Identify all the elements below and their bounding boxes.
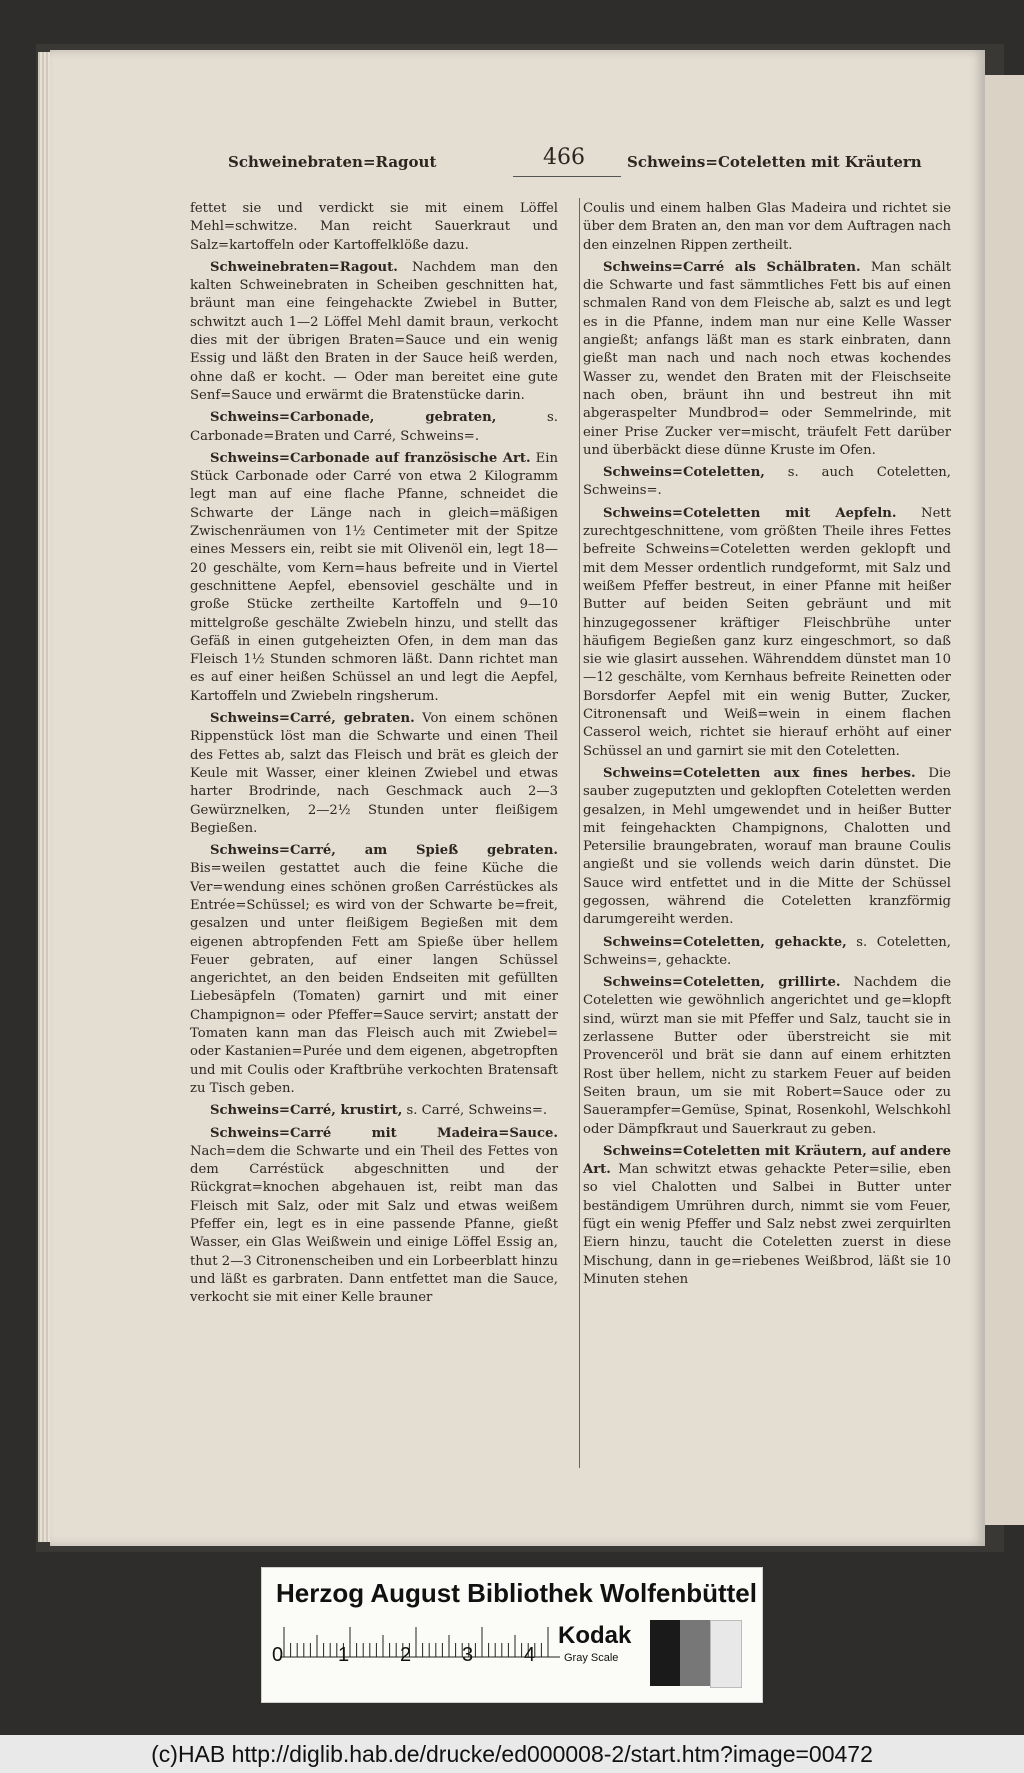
entry: Schweins=Carré mit Madeira=Sauce. Nach=dem die Schwarte und ein Theil des Fettes von dem Carréstück abgeschnitten und der Rückgrat=knochen abgehauen ist, reibt man das Fleisch mit Salz, oder mit Salz und etwas weißem Pfeffer ein, legt es in eine passende Pfanne, gießt Wasser, ein Glas Weißwein und einige Löffel Essig an, thut 2—3 Citronenscheiben und ein Lorbeerblatt hinzu und läßt es garbraten. Dann entfettet man die Sauce, verkocht sie mit einer Kelle brauner — [190, 1125, 558, 1306]
entry: Schweins=Coteletten mit Kräutern, auf andere Art. Man schwitzt etwas gehackte Peter=silie, eben so viel Chalotten und Salbei in Butter unter beständigem Umrühren durch, nimmt sie vom Feuer, fügt ein wenig Pfeffer und Salz nebst zwei zerquirlten Eiern hinzu, taucht die Coteletten zuerst in diese Mischung, dann in ge=riebenes Weißbrod, läßt sie 10 Minuten stehen — [583, 1143, 951, 1287]
entry: Schweins=Carbonade auf französische Art. Ein Stück Carbonade oder Carré von etwa 2 Kilogramm legt man auf eine flache Pfanne, schneidet die Schwarte der Länge nach in gleich=mäßigen Zwischenräumen von 1½ Centimeter mit der Spitze eines Messers ein, reibt sie mit Olivenöl ein, legt 18—20 geschälte, vom Kern=haus befreite und in Viertel geschnittene Aepfel, ebensoviel geschälte und in große Stücke zertheilte Kartoffeln und 9—10 mittelgroße geschälte Zwiebeln hinzu, und stellt das Gefäß in einen gutgeheizten Ofen, in dem man das Fleisch 1½ Stunden schmoren läßt. Dann richtet man es auf einer heißen Schüssel an und legt die Aepfel, Kartoffeln und Zwiebeln ringsherum. — [190, 450, 558, 704]
kodak-logo: Kodak — [558, 1622, 632, 1649]
entry: Schweins=Coteletten mit Aepfeln. Nett zurechtgeschnittene, vom größten Theile ihres Fettes befreite Schweins=Coteletten werden geklopft und mit dem Messer ordentlich rundgeformt, mit Salz und weißem Pfeffer bestreut, in einer Pfanne mit heißer Butter auf beiden Seiten gebräunt und mit hinzugegossener kräftiger Fleischbrühe unter häufigem Begießen ganz kurz eingeschmort, so daß sie wie glasirt aussehen. Währenddem dünstet man 10—12 geschälte, vom Kernhaus befreite Reinetten oder Borsdorfer Aepfel mit ein wenig Butter, Zucker, Citronensaft und Weiß=wein in einem flachen Casserol weich, richtet sie hierauf erhöht auf einer Schüssel an und garnirt sie mit den Coteletten. — [583, 505, 951, 759]
gray-swatch-mid — [680, 1620, 710, 1686]
ruler-number: 4 — [524, 1644, 536, 1666]
gray-swatch-light — [710, 1620, 742, 1688]
running-head-right: Schweins=Coteletten mit Kräutern — [627, 153, 922, 171]
library-color-target — [262, 1568, 762, 1702]
ruler-ticks — [280, 1626, 560, 1658]
right-column — [583, 200, 951, 1293]
ruler-number: 3 — [462, 1644, 474, 1666]
running-head-left: Schweinebraten=Ragout — [228, 153, 437, 171]
library-name: Herzog August Bibliothek Wolfenbüttel — [276, 1578, 757, 1608]
entry: Schweinebraten=Ragout. Nachdem man den kalten Schweinebraten in Scheiben geschnitten hat, bräunt man eine feingehackte Zwiebel in Butter, schwitzt auch 1—2 Löffel Mehl damit braun, verkocht dies mit der übrigen Braten=Sauce und ein wenig Essig und läßt den Braten in der Sauce heiß werden, ohne daß er kocht. — Oder man bereitet eine gute Senf=Sauce und erwärmt die Bratenstücke darin. — [190, 259, 558, 403]
gray-scale-caption: Gray Scale — [564, 1652, 619, 1664]
entry-continuation: Coulis und einem halben Glas Madeira und richtet sie über dem Braten an, den man vor dem Auftragen nach den einzelnen Rippen zertheilt. — [583, 201, 951, 253]
column-divider — [579, 198, 580, 1468]
page-header — [0, 145, 1024, 185]
scale-ruler — [280, 1626, 560, 1658]
entry: Schweins=Carré, krustirt, s. Carré, Schweins=. — [210, 1103, 548, 1119]
gray-swatch-black — [650, 1620, 680, 1686]
page-number-rule — [513, 176, 621, 177]
entry: Schweins=Carré als Schälbraten. Man schält die Schwarte und fast sämmtliches Fett bis auf einen schmalen Rand von dem Fleische ab, salzt es und legt es in die Pfanne, indem man nur eine Kelle Wasser angießt; anfangs läßt man es stark einbraten, dann gießt man nach und nach noch etwas kochendes Wasser zu, wendet den Braten mit der Fleischseite nach oben, bräunt ihn und bestreut ihn mit abgeraspelter Mundbrod= oder Semmelrinde, mit einer Prise Zucker ver=mischt, träufelt Fett darüber und überbäckt diese dünne Kruste im Ofen. — [583, 259, 952, 458]
page-number: 466 — [543, 145, 585, 170]
entry-continuation: fettet sie und verdickt sie mit einem Löffel Mehl=schwitze. Man reicht Sauerkraut und Salz=kartoffeln oder Kartoffelklöße dazu. — [190, 201, 558, 253]
entry: Schweins=Carbonade, gebraten, s. Carbonade=Braten und Carré, Schweins=. — [190, 410, 558, 444]
entry: Schweins=Coteletten, grillirte. Nachdem die Coteletten wie gewöhnlich angerichtet und ge=klopft sind, würzt man sie mit Pfeffer und Salz, taucht sie in zerlassene Butter oder überstreicht sie mit Provenceröl und brät sie dann auf einem erhitzten Rost über hellem, nicht zu starkem Feuer auf beiden Seiten braun, um sie mit Robert=Sauce oder zu Sauerampfer=Gemüse, Spinat, Rosenkohl, Welschkohl oder Dämpfkraut und Sauerkraut zu geben. — [583, 975, 952, 1137]
entry: Schweins=Coteletten, s. auch Coteletten, Schweins=. — [583, 465, 951, 499]
entry: Schweins=Coteletten aux fines herbes. Die sauber zugeputzten und geklopften Coteletten werden gesalzen, in Mehl umgewendet und in heißer Butter mit feingehackten Champignons, Chalotten und Petersilie braungebraten, worauf man braune Coulis angießt und sie vollends weich darin dünstet. Die Sauce wird entfettet und in die Mitte der Schüssel gegossen, während die Coteletten kranzförmig darumgereiht werden. — [583, 765, 951, 928]
left-column — [190, 200, 558, 1312]
entry: Schweins=Coteletten, gehackte, s. Coteletten, Schweins=, gehackte. — [583, 934, 951, 968]
ruler-number: 1 — [338, 1644, 350, 1666]
facing-page-edge — [980, 75, 1024, 1525]
ruler-number: 2 — [400, 1644, 412, 1666]
source-footer: (c)HAB http://diglib.hab.de/drucke/ed000008-2/start.htm?image=00472 — [0, 1735, 1024, 1773]
entry: Schweins=Carré, gebraten. Von einem schönen Rippenstück löst man die Schwarte und einen Theil des Fettes ab, salzt das Fleisch und brät es gleich der Keule mit Wasser, einer kleinen Zwiebel und etwas harter Brodrinde, nach Geschmack auch 2—3 Gewürznelken, 2—2½ Stunden unter fleißigem Begießen. — [190, 711, 558, 836]
ruler-number: 0 — [272, 1644, 284, 1666]
entry: Schweins=Carré, am Spieß gebraten. Bis=weilen gestattet auch die feine Küche die Ver=wendung eines schönen großen Carréstückes als Entrée=Schüssel; es wird von der Schwarte be=freit, gesalzen und unter fleißigem Begießen mit dem eigenen abtropfenden Fett am Spieße über hellem Feuer gebraten, auf einer langen Schüssel angerichtet, an den beiden Endseiten mit gefüllten Liebesäpfeln (Tomaten) garnirt und mit einer Champignon= oder Pfeffer=Sauce servirt; anstatt der Tomaten kann man das Fleisch auch mit Zwiebel= oder Kastanien=Purée und dem eigenen, abgetropften und mit Coulis oder Kraftbrühe verkochten Bratensaft zu Tisch geben. — [190, 843, 558, 1096]
